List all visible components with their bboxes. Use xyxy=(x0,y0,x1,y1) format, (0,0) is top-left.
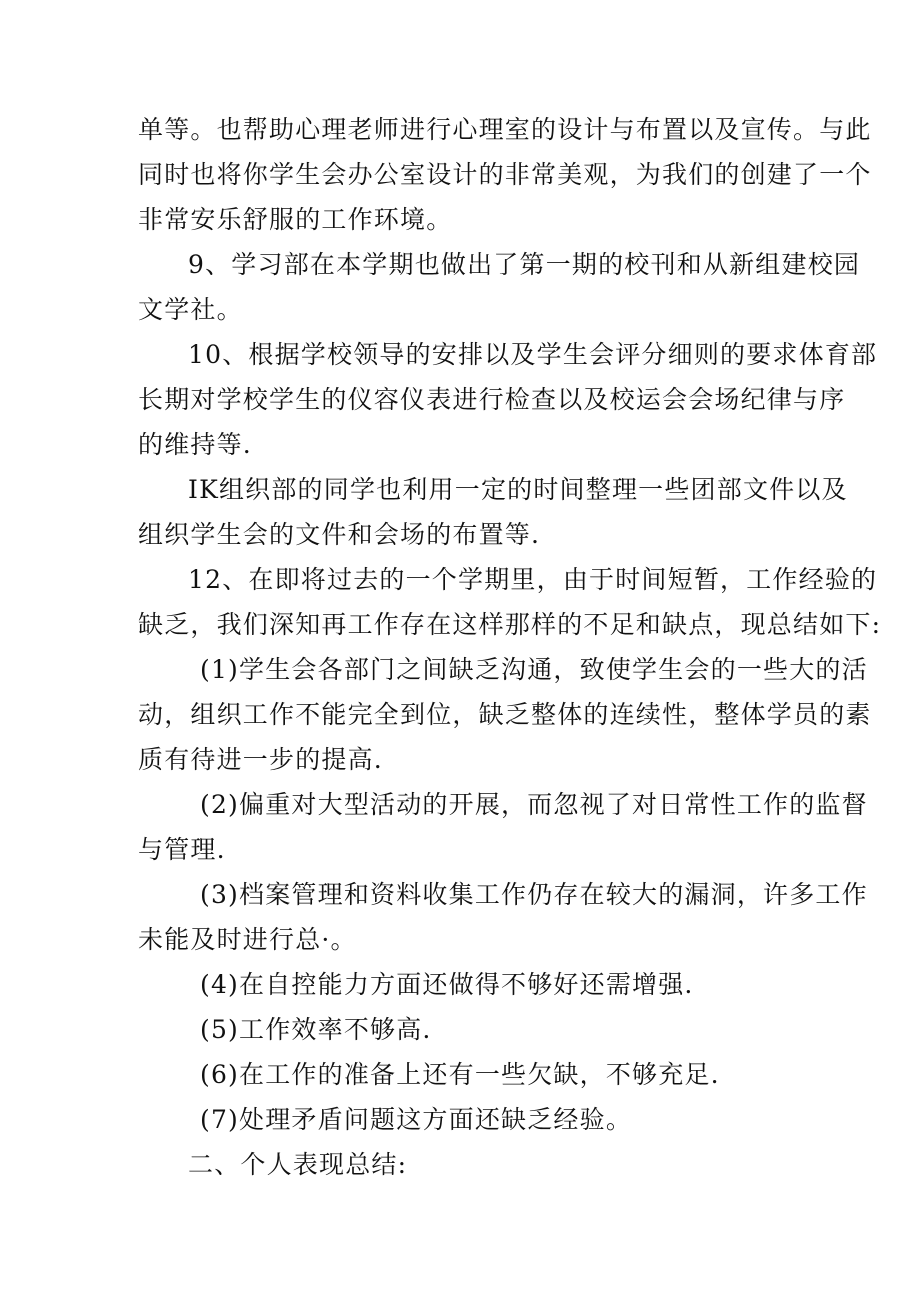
text-line: (5)工作效率不够高. xyxy=(200,1015,432,1044)
text-line: 长期对学校学生的仪容仪表进行检查以及校运会会场纪律与序 xyxy=(138,385,846,414)
text-line: 动，组织工作不能完全到位，缺乏整体的连续性，整体学员的素 xyxy=(138,700,872,729)
text-line: 缺乏，我们深知再工作存在这样那样的不足和缺点，现总结如下: xyxy=(138,610,882,639)
text-line: 同时也将你学生会办公室设计的非常美观，为我们的创建了一个 xyxy=(138,160,872,189)
text-line: 与管理. xyxy=(138,835,226,864)
text-line: (7)处理矛盾问题这方面还缺乏经验。 xyxy=(200,1105,633,1134)
text-line: 的维持等. xyxy=(138,430,252,459)
text-line: (1)学生会各部门之间缺乏沟通，致使学生会的一些大的活 xyxy=(200,655,868,684)
text-line: 单等。也帮助心理老师进行心理室的设计与布置以及宣传。与此 xyxy=(138,115,872,144)
text-line: 9、学习部在本学期也做出了第一期的校刊和从新组建校园 xyxy=(188,250,861,279)
text-line: 质有待进一步的提高. xyxy=(138,745,383,774)
text-line: 组织学生会的文件和会场的布置等. xyxy=(138,520,541,549)
text-line: 10、根据学校领导的安排以及学生会评分细则的要求体育部 xyxy=(188,340,878,369)
text-line: (6)在工作的准备上还有一些欠缺，不够充足. xyxy=(200,1060,720,1089)
text-line: (2)偏重对大型活动的开展，而忽视了对日常性工作的监督 xyxy=(200,790,868,819)
text-line: (3)档案管理和资料收集工作仍存在较大的漏洞，许多工作 xyxy=(200,880,868,909)
section-heading: 二、个人表现总结: xyxy=(188,1150,408,1179)
text-line: (4)在自控能力方面还做得不够好还需增强. xyxy=(200,970,694,999)
text-line: 非常安乐舒服的工作环境。 xyxy=(138,205,453,234)
text-line: IK组织部的同学也利用一定的时间整理一些团部文件以及 xyxy=(188,475,848,504)
text-line: 文学社。 xyxy=(138,295,243,324)
text-line: 未能及时进行总·。 xyxy=(138,925,357,954)
text-line: 12、在即将过去的一个学期里，由于时间短暂，工作经验的 xyxy=(188,565,878,594)
